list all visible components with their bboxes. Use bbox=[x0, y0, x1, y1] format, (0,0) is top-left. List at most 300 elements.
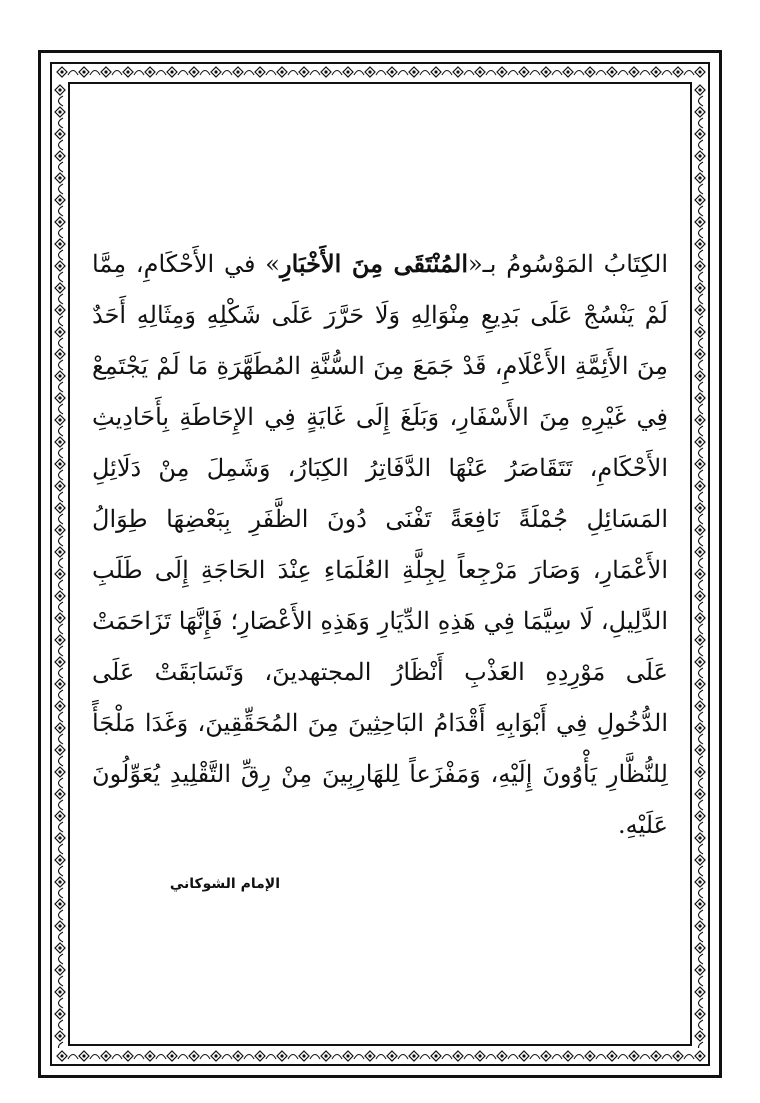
ornament-motif bbox=[277, 67, 287, 77]
ornament-curl bbox=[59, 602, 64, 612]
ornament-curl bbox=[699, 118, 704, 128]
ornament-motif bbox=[695, 437, 705, 447]
ornament-motif bbox=[695, 987, 705, 997]
ornament-motif bbox=[695, 481, 705, 491]
ornament-motif bbox=[695, 129, 705, 139]
ornament-motif bbox=[541, 1051, 551, 1061]
ornament-motif bbox=[55, 613, 65, 623]
ornament-motif bbox=[695, 767, 705, 777]
ornament-motif bbox=[695, 547, 705, 557]
ornament-curl bbox=[699, 954, 704, 964]
ornament-curl bbox=[59, 822, 64, 832]
ornament-motif bbox=[695, 965, 705, 975]
ornament-curl bbox=[699, 602, 704, 612]
ornament-curl bbox=[288, 71, 298, 76]
ornament-motif bbox=[431, 67, 441, 77]
ornament-motif bbox=[695, 1051, 705, 1061]
ornament-curl bbox=[59, 316, 64, 326]
ornament-motif bbox=[57, 1051, 67, 1061]
ornament-motif bbox=[695, 393, 705, 403]
ornament-curl bbox=[699, 844, 704, 854]
ornament-motif bbox=[387, 67, 397, 77]
ornament-curl bbox=[354, 71, 364, 76]
ornament-curl bbox=[699, 646, 704, 656]
ornament-curl bbox=[59, 360, 64, 370]
ornament-curl bbox=[442, 1055, 452, 1060]
ornament-curl bbox=[699, 470, 704, 480]
ornament-curl bbox=[112, 1055, 122, 1060]
ornament-motif bbox=[55, 591, 65, 601]
ornament-curl bbox=[618, 71, 628, 76]
ornament-curl bbox=[699, 338, 704, 348]
ornament-motif bbox=[695, 67, 705, 77]
ornament-curl bbox=[59, 558, 64, 568]
ornament-curl bbox=[90, 71, 100, 76]
ornament-motif bbox=[563, 1051, 573, 1061]
ornament-motif bbox=[55, 129, 65, 139]
ornament-curl bbox=[662, 71, 672, 76]
ornament-motif bbox=[101, 67, 111, 77]
ornament-curl bbox=[59, 228, 64, 238]
ornament-motif bbox=[695, 921, 705, 931]
ornament-motif bbox=[299, 1051, 309, 1061]
ornament-curl bbox=[508, 71, 518, 76]
ornament-motif bbox=[211, 1051, 221, 1061]
ornament-curl bbox=[699, 1020, 704, 1030]
ornament-curl bbox=[699, 932, 704, 942]
ornament-motif bbox=[365, 1051, 375, 1061]
ornament-curl bbox=[699, 712, 704, 722]
ornament-curl bbox=[112, 71, 122, 76]
ornament-motif bbox=[55, 349, 65, 359]
ornament-motif bbox=[55, 481, 65, 491]
ornament-curl bbox=[59, 580, 64, 590]
ornament-motif bbox=[55, 767, 65, 777]
ornament-curl bbox=[684, 71, 694, 76]
ornament-curl bbox=[68, 71, 78, 76]
ornament-motif bbox=[695, 415, 705, 425]
ornament-curl bbox=[59, 866, 64, 876]
ornament-curl bbox=[699, 316, 704, 326]
ornament-motif bbox=[695, 371, 705, 381]
ornament-curl bbox=[68, 1055, 78, 1060]
ornament-motif bbox=[695, 503, 705, 513]
ornament-motif bbox=[629, 1051, 639, 1061]
ornament-curl bbox=[266, 1055, 276, 1060]
ornament-curl bbox=[59, 470, 64, 480]
ornament-motif bbox=[55, 657, 65, 667]
ornament-motif bbox=[145, 67, 155, 77]
ornament-curl bbox=[59, 888, 64, 898]
ornament-curl bbox=[59, 162, 64, 172]
ornament-motif bbox=[695, 899, 705, 909]
ornament-curl bbox=[699, 998, 704, 1008]
ornament-curl bbox=[59, 998, 64, 1008]
ornament-motif bbox=[695, 679, 705, 689]
ornament-border-top bbox=[52, 64, 708, 80]
ornament-border-left bbox=[52, 80, 68, 1048]
ornament-motif bbox=[55, 107, 65, 117]
ornament-curl bbox=[486, 71, 496, 76]
ornament-curl bbox=[178, 71, 188, 76]
ornament-curl bbox=[222, 1055, 232, 1060]
ornament-curl bbox=[699, 272, 704, 282]
ornament-curl bbox=[354, 1055, 364, 1060]
ornament-motif bbox=[145, 1051, 155, 1061]
ornament-motif bbox=[519, 67, 529, 77]
ornament-motif bbox=[695, 877, 705, 887]
ornament-curl bbox=[310, 71, 320, 76]
ornament-curl bbox=[134, 1055, 144, 1060]
ornament-curl bbox=[59, 294, 64, 304]
ornament-motif bbox=[695, 349, 705, 359]
ornament-motif bbox=[695, 745, 705, 755]
ornament-motif bbox=[607, 67, 617, 77]
ornament-motif bbox=[233, 67, 243, 77]
ornament-curl bbox=[59, 932, 64, 942]
ornament-motif bbox=[55, 899, 65, 909]
ornament-motif bbox=[55, 1031, 65, 1041]
ornament-curl bbox=[486, 1055, 496, 1060]
ornament-motif bbox=[255, 67, 265, 77]
ornament-motif bbox=[55, 305, 65, 315]
ornament-motif bbox=[55, 437, 65, 447]
ornament-motif bbox=[167, 67, 177, 77]
ornament-curl bbox=[699, 228, 704, 238]
ornament-motif bbox=[55, 833, 65, 843]
ornament-motif bbox=[55, 943, 65, 953]
ornament-motif bbox=[695, 701, 705, 711]
ornament-curl bbox=[699, 140, 704, 150]
ornament-curl bbox=[244, 71, 254, 76]
ornament-motif bbox=[55, 151, 65, 161]
ornament-curl bbox=[699, 426, 704, 436]
ornament-curl bbox=[59, 646, 64, 656]
ornament-motif bbox=[695, 591, 705, 601]
ornament-motif bbox=[55, 525, 65, 535]
ornament-curl bbox=[310, 1055, 320, 1060]
ornament-motif bbox=[695, 327, 705, 337]
ornament-curl bbox=[530, 71, 540, 76]
ornament-curl bbox=[59, 624, 64, 634]
ornament-curl bbox=[662, 1055, 672, 1060]
ornament-motif bbox=[79, 1051, 89, 1061]
ornament-motif bbox=[695, 239, 705, 249]
ornament-curl bbox=[699, 250, 704, 260]
ornament-curl bbox=[59, 976, 64, 986]
ornament-motif bbox=[233, 1051, 243, 1061]
ornament-motif bbox=[55, 239, 65, 249]
ornament-curl bbox=[699, 624, 704, 634]
ornament-curl bbox=[398, 71, 408, 76]
ornament-motif bbox=[453, 67, 463, 77]
ornament-motif bbox=[321, 67, 331, 77]
ornament-curl bbox=[244, 1055, 254, 1060]
ornament-motif bbox=[673, 1051, 683, 1061]
ornament-motif bbox=[211, 67, 221, 77]
ornament-motif bbox=[695, 635, 705, 645]
ornament-curl bbox=[59, 206, 64, 216]
ornament-motif bbox=[695, 1031, 705, 1041]
ornament-motif bbox=[123, 67, 133, 77]
ornament-curl bbox=[59, 426, 64, 436]
ornament-curl bbox=[699, 558, 704, 568]
ornament-curl bbox=[552, 1055, 562, 1060]
ornament-curl bbox=[699, 162, 704, 172]
ornament-curl bbox=[699, 580, 704, 590]
ornament-motif bbox=[475, 1051, 485, 1061]
ornament-motif bbox=[695, 789, 705, 799]
ornament-curl bbox=[699, 360, 704, 370]
ornament-motif bbox=[55, 569, 65, 579]
ornament-motif bbox=[321, 1051, 331, 1061]
ornament-motif bbox=[167, 1051, 177, 1061]
ornament-curl bbox=[59, 954, 64, 964]
ornament-motif bbox=[695, 657, 705, 667]
ornament-curl bbox=[618, 1055, 628, 1060]
ornament-motif bbox=[55, 987, 65, 997]
ornament-curl bbox=[640, 71, 650, 76]
ornament-motif bbox=[409, 67, 419, 77]
ornament-curl bbox=[398, 1055, 408, 1060]
ornament-curl bbox=[640, 1055, 650, 1060]
ornament-curl bbox=[699, 778, 704, 788]
ornament-curl bbox=[59, 448, 64, 458]
ornament-motif bbox=[55, 877, 65, 887]
ornament-motif bbox=[189, 67, 199, 77]
ornament-curl bbox=[59, 778, 64, 788]
ornament-motif bbox=[255, 1051, 265, 1061]
ornament-curl bbox=[699, 668, 704, 678]
paragraph-body: » في الأَحْكَامِ، مِمَّا لَمْ يَنْسُجْ عَلَى بَدِيعِ مِنْوَالِهِ وَلَا حَرَّرَ عَلَى شَكْلِهِ وَمِثَالِهِ أَحَدٌ مِنَ الأَئِمَّةِ الأَعْلَامِ، قَدْ جَمَعَ مِنَ السُّنَّةِ المُطَهَّرَةِ مَا لَمْ يَجْتَمِعْ فِي غَيْرِهِ مِنَ الأَسْفَارِ، وَبَلَغَ إِلَى غَايَةٍ فِي الإِحَاطَةِ بِأَحَادِيثِ الأَحْكَامِ، تَتَقَاصَرُ عَنْهَا الدَّفَاتِرُ الكِبَارُ، وَشَمِلَ مِنْ دَلَائِلِ المَسَائِلِ جُمْلَةً نَافِعَةً تَفْنَى دُونَ الظَّفَرِ بِبَعْضِهَا طِوَالُ الأَعْمَارِ، وَصَارَ مَرْجِعاً لِجِلَّةِ العُلَمَاءِ عِنْدَ الحَاجَةِ إِلَى طَلَبِ الدَّلِيلِ، لَا سِيَّمَا فِي هَذِهِ الدِّيَارِ وَهَذِهِ الأَعْصَارِ؛ فَإِنَّهَا تَزَاحَمَتْ عَلَى مَوْرِدِهِ العَذْبِ أَنْظَارُ المجتهدينَ، وَتَسَابَقَتْ عَلَى الدُّخُولِ فِي أَبْوَابِهِ أَقْدَامُ البَاحِثِينَ مِنَ المُحَقِّقِينَ، وَغَدَا مَلْجَأً لِلنُّظَّارِ يَأْوُونَ إِلَيْهِ، وَمَفْزَعاً لِلهَارِبِينَ مِنْ رِقِّ التَّقْلِيدِ يُعَوِّلُونَ عَلَيْهِ. bbox=[92, 250, 668, 839]
ornament-motif bbox=[695, 1009, 705, 1019]
ornament-motif bbox=[55, 261, 65, 271]
ornament-motif bbox=[695, 217, 705, 227]
ornament-curl bbox=[59, 1020, 64, 1030]
ornament-curl bbox=[699, 866, 704, 876]
ornament-curl bbox=[596, 71, 606, 76]
ornament-motif bbox=[55, 327, 65, 337]
ornament-motif bbox=[497, 67, 507, 77]
ornament-curl bbox=[699, 536, 704, 546]
ornament-motif bbox=[55, 173, 65, 183]
ornament-motif bbox=[55, 503, 65, 513]
ornament-curl bbox=[59, 910, 64, 920]
ornament-motif bbox=[299, 67, 309, 77]
ornament-motif bbox=[55, 701, 65, 711]
ornament-motif bbox=[55, 547, 65, 557]
ornament-curl bbox=[59, 272, 64, 282]
ornament-motif bbox=[55, 921, 65, 931]
ornament-motif bbox=[55, 415, 65, 425]
ornament-motif bbox=[55, 965, 65, 975]
ornament-motif bbox=[695, 283, 705, 293]
ornament-motif bbox=[695, 855, 705, 865]
ornament-motif bbox=[55, 789, 65, 799]
ornament-motif bbox=[55, 217, 65, 227]
ornament-curl bbox=[90, 1055, 100, 1060]
ornament-curl bbox=[684, 1055, 694, 1060]
ornament-motif bbox=[673, 67, 683, 77]
ornament-curl bbox=[596, 1055, 606, 1060]
ornament-curl bbox=[699, 294, 704, 304]
ornament-motif bbox=[695, 173, 705, 183]
ornament-curl bbox=[156, 1055, 166, 1060]
ornament-curl bbox=[699, 514, 704, 524]
ornament-curl bbox=[420, 1055, 430, 1060]
ornament-curl bbox=[552, 71, 562, 76]
ornament-motif bbox=[55, 679, 65, 689]
ornament-motif bbox=[695, 569, 705, 579]
ornament-motif bbox=[79, 67, 89, 77]
ornament-curl bbox=[59, 690, 64, 700]
ornament-curl bbox=[59, 184, 64, 194]
ornament-motif bbox=[695, 723, 705, 733]
ornament-curl bbox=[699, 96, 704, 106]
ornament-motif bbox=[563, 67, 573, 77]
ornament-curl bbox=[376, 71, 386, 76]
ornament-curl bbox=[574, 71, 584, 76]
ornament-curl bbox=[59, 140, 64, 150]
ornament-curl bbox=[464, 71, 474, 76]
ornament-border-bottom bbox=[52, 1048, 708, 1064]
ornament-curl bbox=[156, 71, 166, 76]
ornament-motif bbox=[585, 67, 595, 77]
ornament-curl bbox=[59, 756, 64, 766]
ornament-curl bbox=[59, 404, 64, 414]
ornament-curl bbox=[200, 1055, 210, 1060]
ornament-curl bbox=[332, 1055, 342, 1060]
ornament-motif bbox=[475, 67, 485, 77]
ornament-curl bbox=[266, 71, 276, 76]
ornament-curl bbox=[376, 1055, 386, 1060]
ornament-motif bbox=[497, 1051, 507, 1061]
ornament-curl bbox=[59, 338, 64, 348]
ornament-motif bbox=[409, 1051, 419, 1061]
ornament-motif bbox=[695, 261, 705, 271]
ornament-curl bbox=[59, 668, 64, 678]
ornament-motif bbox=[55, 393, 65, 403]
ornament-curl bbox=[332, 71, 342, 76]
ornament-curl bbox=[288, 1055, 298, 1060]
ornament-curl bbox=[59, 118, 64, 128]
ornament-curl bbox=[699, 734, 704, 744]
ornament-motif bbox=[695, 525, 705, 535]
ornament-curl bbox=[464, 1055, 474, 1060]
ornament-motif bbox=[57, 67, 67, 77]
ornament-curl bbox=[699, 492, 704, 502]
ornament-curl bbox=[574, 1055, 584, 1060]
ornament-curl bbox=[59, 712, 64, 722]
ornament-curl bbox=[178, 1055, 188, 1060]
book-title: المُنْتَقَى مِنَ الأَخْبَارِ bbox=[279, 249, 468, 278]
ornament-motif bbox=[695, 613, 705, 623]
ornament-curl bbox=[699, 822, 704, 832]
ornament-motif bbox=[431, 1051, 441, 1061]
ornament-curl bbox=[59, 800, 64, 810]
ornament-motif bbox=[55, 811, 65, 821]
ornament-curl bbox=[699, 888, 704, 898]
ornament-curl bbox=[59, 536, 64, 546]
ornament-curl bbox=[699, 756, 704, 766]
ornament-curl bbox=[59, 514, 64, 524]
ornament-curl bbox=[222, 71, 232, 76]
ornament-motif bbox=[541, 67, 551, 77]
ornament-motif bbox=[55, 85, 65, 95]
ornament-curl bbox=[59, 382, 64, 392]
ornament-motif bbox=[695, 811, 705, 821]
ornament-curl bbox=[59, 96, 64, 106]
quote-paragraph bbox=[92, 238, 668, 851]
ornament-curl bbox=[699, 184, 704, 194]
ornament-motif bbox=[277, 1051, 287, 1061]
ornament-curl bbox=[442, 71, 452, 76]
ornament-curl bbox=[59, 844, 64, 854]
ornament-curl bbox=[699, 206, 704, 216]
ornament-motif bbox=[695, 833, 705, 843]
ornament-curl bbox=[59, 734, 64, 744]
ornament-motif bbox=[55, 723, 65, 733]
ornament-motif bbox=[607, 1051, 617, 1061]
ornament-curl bbox=[59, 1042, 64, 1048]
ornament-motif bbox=[585, 1051, 595, 1061]
ornament-curl bbox=[699, 382, 704, 392]
ornament-motif bbox=[55, 459, 65, 469]
ornament-curl bbox=[699, 976, 704, 986]
ornament-motif bbox=[695, 195, 705, 205]
ornament-motif bbox=[55, 1009, 65, 1019]
ornament-curl bbox=[699, 448, 704, 458]
ornament-motif bbox=[695, 459, 705, 469]
ornament-motif bbox=[101, 1051, 111, 1061]
ornament-motif bbox=[55, 283, 65, 293]
ornament-curl bbox=[699, 800, 704, 810]
ornament-motif bbox=[365, 67, 375, 77]
ornament-curl bbox=[699, 1042, 704, 1048]
ornament-motif bbox=[651, 1051, 661, 1061]
author-signature: الإمام الشوكاني bbox=[169, 876, 280, 892]
ornament-motif bbox=[695, 85, 705, 95]
ornament-curl bbox=[699, 910, 704, 920]
ornament-curl bbox=[508, 1055, 518, 1060]
ornament-motif bbox=[629, 67, 639, 77]
ornament-curl bbox=[699, 690, 704, 700]
ornament-motif bbox=[123, 1051, 133, 1061]
ornament-border-right bbox=[692, 80, 708, 1048]
ornament-motif bbox=[55, 745, 65, 755]
ornament-motif bbox=[519, 1051, 529, 1061]
ornament-motif bbox=[55, 855, 65, 865]
ornament-motif bbox=[695, 305, 705, 315]
ornament-curl bbox=[59, 492, 64, 502]
ornament-curl bbox=[59, 250, 64, 260]
ornament-motif bbox=[695, 151, 705, 161]
ornament-curl bbox=[134, 71, 144, 76]
ornament-motif bbox=[343, 67, 353, 77]
ornament-curl bbox=[530, 1055, 540, 1060]
ornament-curl bbox=[699, 404, 704, 414]
ornament-motif bbox=[343, 1051, 353, 1061]
ornament-motif bbox=[55, 635, 65, 645]
paragraph-prefix: الكِتَابُ المَوْسُومُ بـ« bbox=[468, 250, 669, 278]
ornament-motif bbox=[695, 107, 705, 117]
ornament-motif bbox=[651, 67, 661, 77]
ornament-motif bbox=[453, 1051, 463, 1061]
ornament-motif bbox=[695, 943, 705, 953]
ornament-motif bbox=[189, 1051, 199, 1061]
ornament-motif bbox=[387, 1051, 397, 1061]
ornament-motif bbox=[55, 195, 65, 205]
